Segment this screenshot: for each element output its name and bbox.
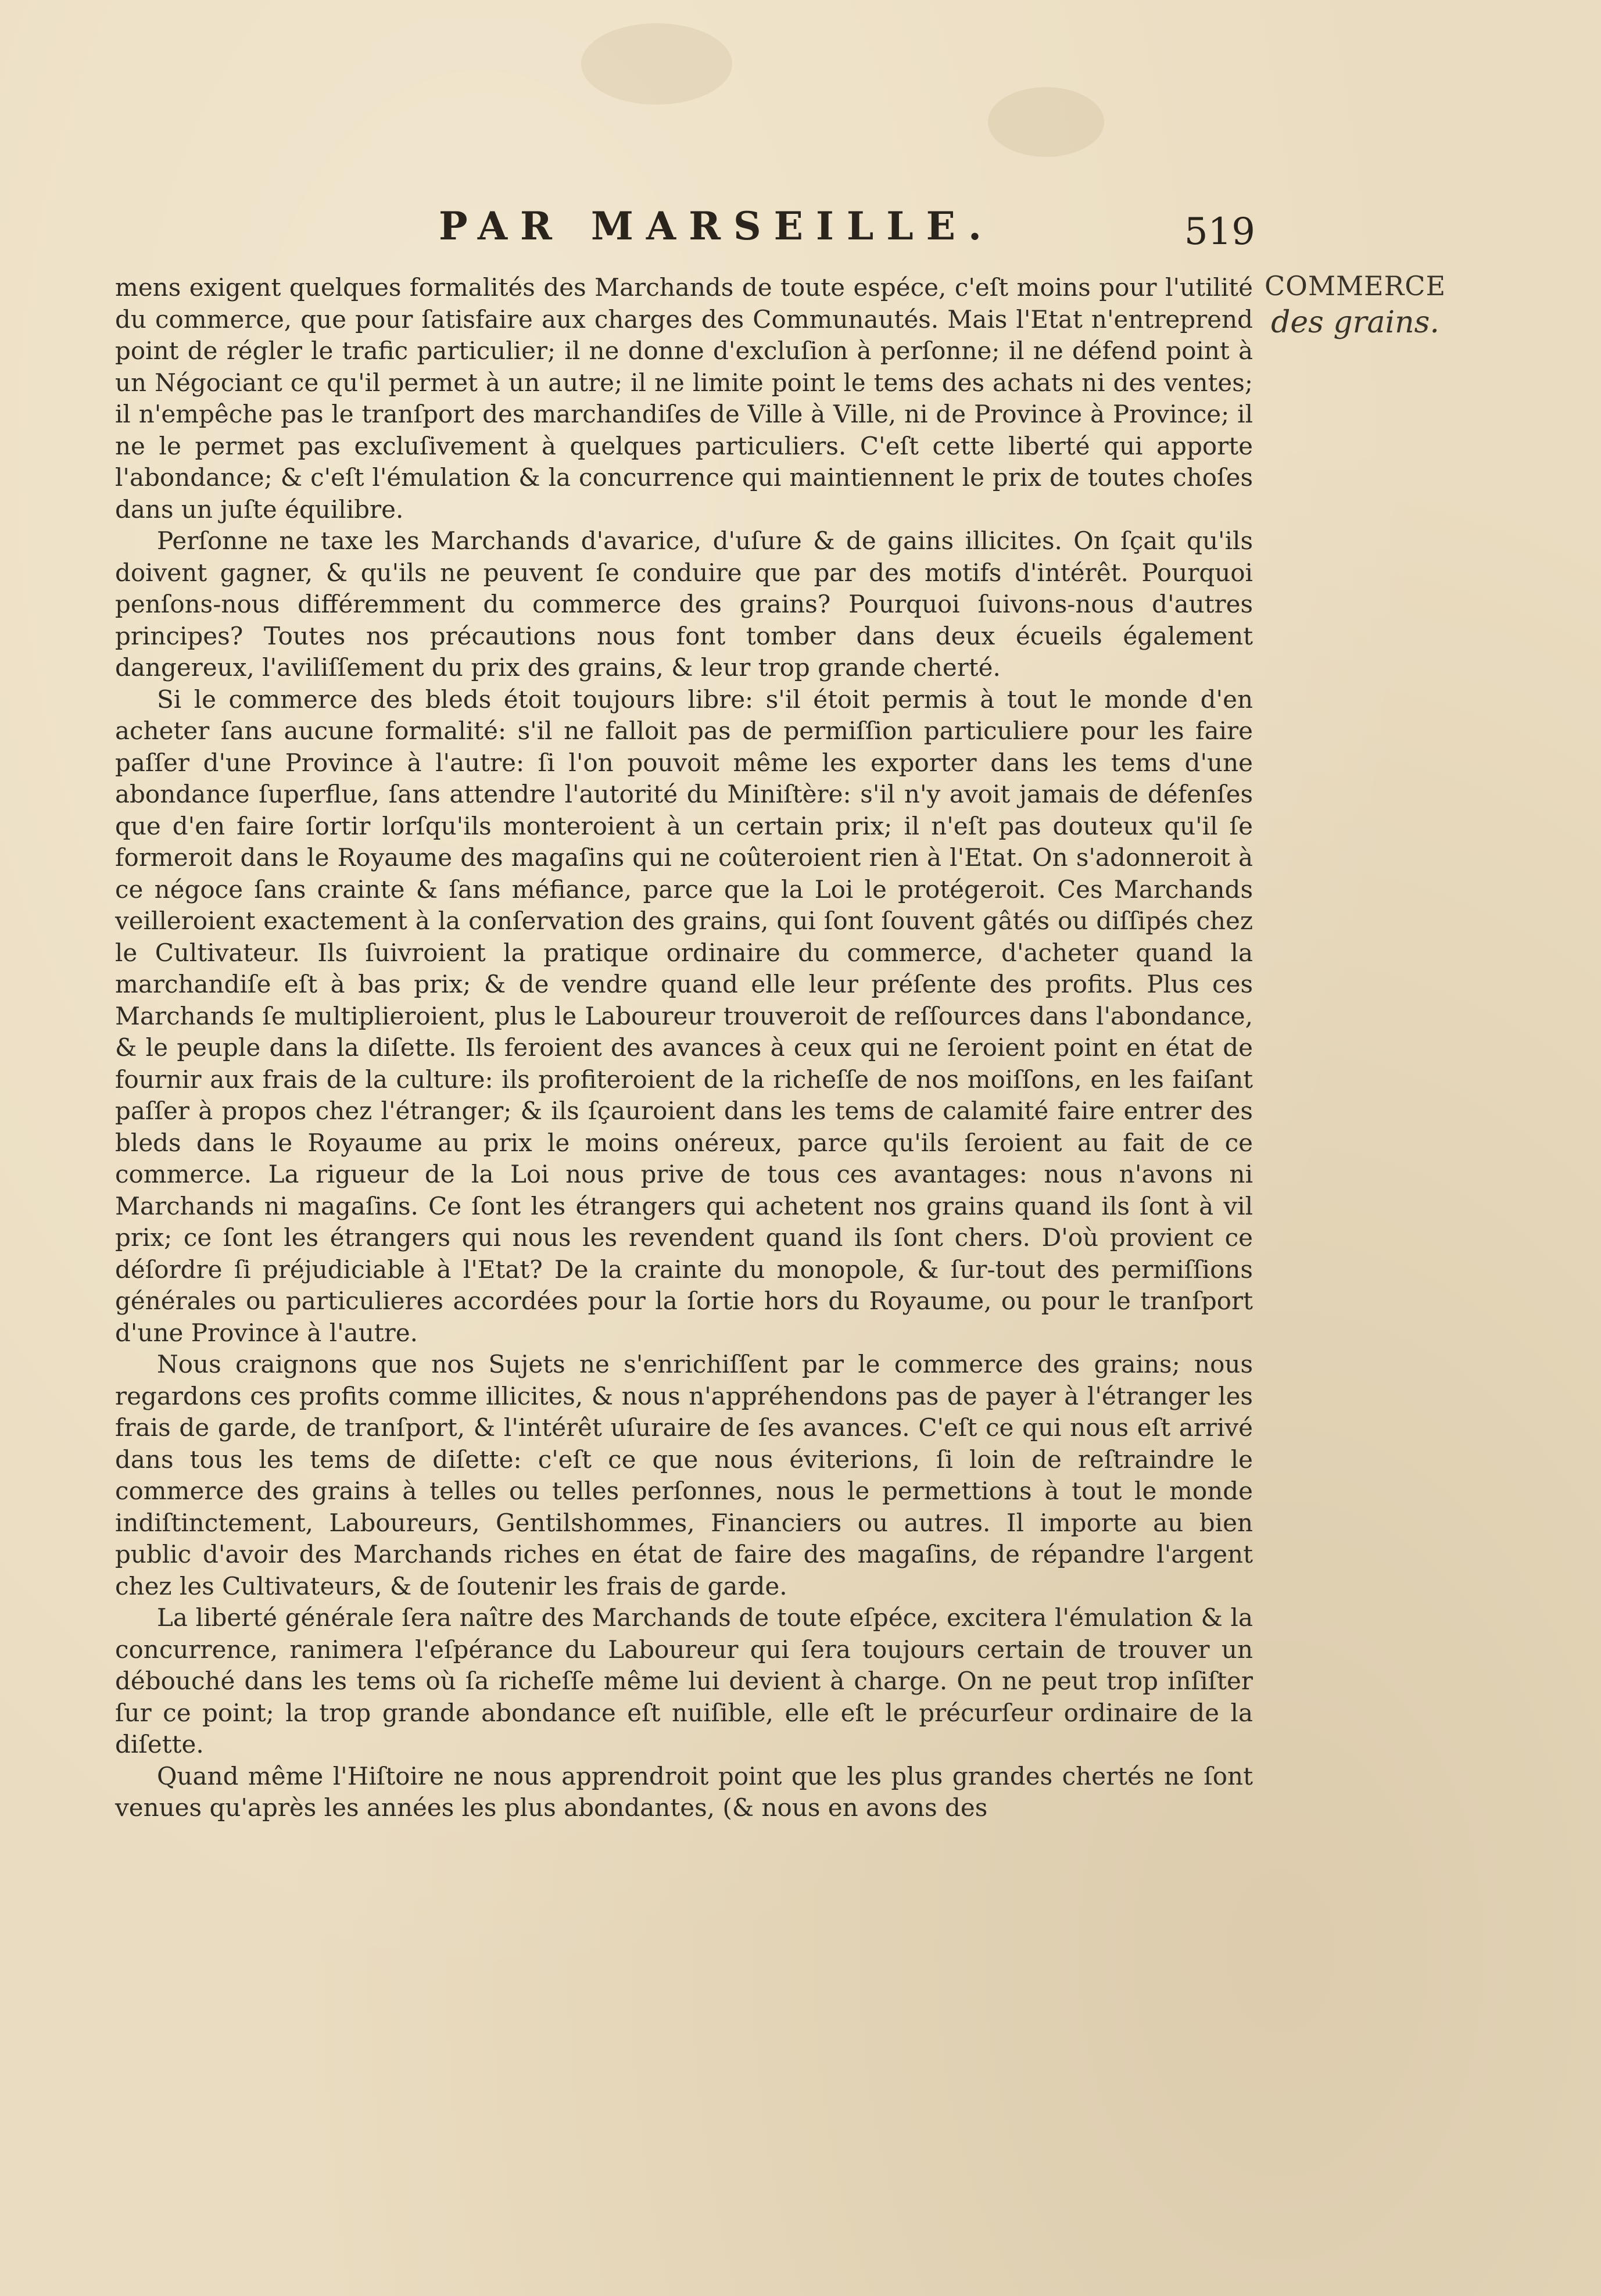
paper-stain xyxy=(988,87,1104,157)
paragraph: Si le commerce des bleds étoit toujours libre: s'il étoit permis à tout le monde d'en acheter ſans aucune formalité: s'il ne falloit pas de permiſſion particuliere pour les faire paſſer d'une Province à l'autre: ſi l'on pouvoit même les exporter dans les tems d'une abondance ſuperflue, ſans attendre l'autorité du Miniſtère: s'il n'y avoit jamais de défenſes que d'en faire ſortir lorſqu'ils monteroient à un certain prix; il n'eſt pas douteux qu'il ſe formeroit dans le Royaume des magaſins qui ne coûteroient rien à l'Etat. On s'adonneroit à ce négoce ſans crainte & ſans méfiance, parce que la Loi le protégeroit. Ces Marchands veilleroient exactement à la conſervation des grains, qui ſont ſouvent gâtés ou diſſipés chez le Cultivateur. Ils ſuivroient la pratique ordinaire du commerce, d'acheter quand la marchandiſe eſt à bas prix; & de vendre quand elle leur préſente des profits. Plus ces Marchands ſe multiplieroient, plus le Laboureur trouveroit de reſſources dans l'abondance, & le peuple dans la diſette. Ils feroient des avances à ceux qui ne ſeroient point en état de fournir aux frais de la culture: ils profiteroient de la richeſſe de nos moiſſons, en les faiſant paſſer à propos chez l'étranger; & ils ſçauroient dans les tems de calamité faire entrer des bleds dans le Royaume au prix le moins onéreux, parce qu'ils ſeroient au fait de ce commerce. La rigueur de la Loi nous prive de tous ces avantages: nous n'avons ni Marchands ni magaſins. Ce ſont les étrangers qui achetent nos grains quand ils ſont à vil prix; ce ſont les étrangers qui nous les revendent quand ils ſont chers. D'où provient ce déſordre ſi préjudiciable à l'Etat? De la crainte du monopole, & ſur-tout des permiſſions générales ou particulieres accordées pour la ſortie hors du Royaume, ou pour le tranſport d'une Province à l'autre. xyxy=(115,685,1253,1347)
running-title: PAR MARSEILLE. xyxy=(439,203,994,249)
page-header xyxy=(116,198,1255,262)
paragraph: Nous craignons que nos Sujets ne s'enrichiſſent par le commerce des grains; nous regardons ces profits comme illicites, & nous n'appréhendons pas de payer à l'étranger les frais de garde, de tranſport, & l'intérêt uſuraire de ſes avances. C'eſt ce qui nous eſt arrivé dans tous les tems de diſette: c'eſt ce que nous éviterions, ſi loin de reſtraindre le commerce des grains à telles ou telles perſonnes, nous le permettions à tout le monde indiſtinctement, Laboureurs, Gentilshommes, Financiers ou autres. Il importe au bien public d'avoir des Marchands riches en état de faire des magaſins, de répandre l'argent chez les Cultivateurs, & de ſoutenir les frais de garde. xyxy=(115,1350,1253,1600)
paragraph: Perſonne ne taxe les Marchands d'avarice, d'uſure & de gains illicites. On ſçait qu'ils doivent gagner, & qu'ils ne peuvent ſe conduire que par des motifs d'intérêt. Pourquoi penſons-nous différemment du commerce des grains? Pourquoi ſuivons-nous d'autres principes? Toutes nos précautions nous font tomber dans deux écueils également dangereux, l'aviliſſement du prix des grains, & leur trop grande cherté. xyxy=(115,526,1253,682)
paragraph: Quand même l'Hiſtoire ne nous apprendroit point que les plus grandes chertés ne ſont venues qu'après les années les plus abondantes, (& nous en avons des xyxy=(115,1761,1253,1822)
margin-note-heading: COMMERCE xyxy=(1264,270,1446,302)
body-text xyxy=(115,272,1253,1824)
margin-note-subheading: des grains. xyxy=(1271,305,1439,340)
paper-stain xyxy=(581,23,732,105)
margin-note xyxy=(1262,270,1448,340)
paragraph: La liberté générale ſera naître des Marchands de toute eſpéce, excitera l'émulation & la concurrence, ranimera l'eſpérance du Laboureur qui ſera toujours certain de trouver un débouché dans les tems où ſa richeſſe même lui devient à charge. On ne peut trop inſiſter ſur ce point; la trop grande abondance eſt nuiſible, elle eſt le précurſeur ordinaire de la diſette. xyxy=(115,1603,1253,1758)
page-number: 519 xyxy=(1184,210,1255,253)
paragraph: mens exigent quelques formalités des Marchands de toute espéce, c'eſt moins pour l'utilité du commerce, que pour ſatisfaire aux charges des Communautés. Mais l'Etat n'entreprend point de régler le trafic particulier; il ne donne d'excluſion à perſonne; il ne défend point à un Négociant ce qu'il permet à un autre; il ne limite point le tems des achats ni des ventes; il n'empêche pas le tranſport des marchandiſes de Ville à Ville, ni de Province à Province; il ne le permet pas excluſivement à quelques particuliers. C'eſt cette liberté qui apporte l'abondance; & c'eſt l'émulation & la concurrence qui maintiennent le prix de toutes choſes dans un juſte équilibre. xyxy=(115,273,1253,524)
